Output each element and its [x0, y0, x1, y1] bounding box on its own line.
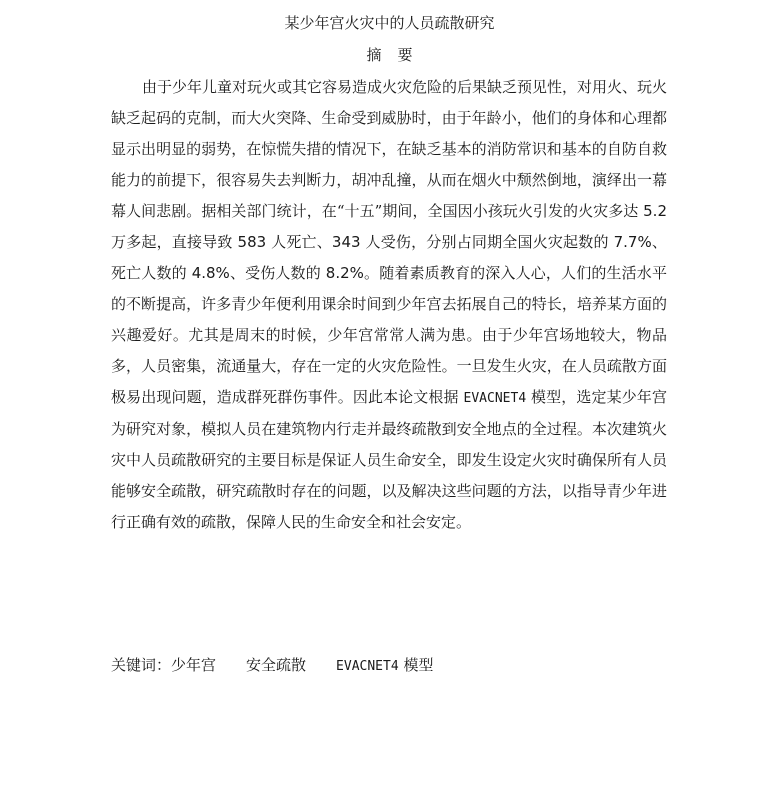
abstract-heading: 摘要	[366, 46, 429, 64]
keyword-item: 少年宫	[171, 656, 217, 674]
death-count-value: 583	[237, 233, 267, 251]
abstract-text-part: 万多起，直接导致	[111, 233, 233, 251]
model-name: EVACNET4	[463, 391, 527, 406]
abstract-text-part: 由于少年儿童对玩火或其它容易造成火灾危险的后果缺乏预见性，对用火、玩火缺乏起码的克制，而大火突降、生命受到威胁时，由于年龄小，他们的身体和心理都显示出明显的弱势，在惊慌失措的情况下，在缺乏基本的消防常识和基本的自防自救能力的前提下，很容易失去判断力，胡冲乱撞，从而在烟火中颓然倒地，演绎出一幕幕人间悲剧。据相关部门统计，在“十五”期间，全国因小孩玩火引发的火灾多达	[111, 78, 668, 220]
abstract-text-part: 、受伤人数的	[229, 264, 321, 282]
abstract-body	[111, 72, 667, 538]
fire-count-value: 5.2	[643, 202, 667, 220]
death-percentage-value: 4.8%	[191, 264, 230, 282]
keywords-line	[111, 654, 433, 678]
keyword-model-name: EVACNET4	[336, 659, 399, 674]
keyword-item: 安全疏散	[246, 656, 307, 674]
document-title: 某少年宫火灾中的人员疏散研究	[284, 14, 495, 32]
abstract-text-part: 、死亡人数的	[111, 233, 667, 282]
abstract-text-part: 人死亡、	[271, 233, 332, 251]
keyword-model-suffix: 模型	[403, 656, 434, 674]
injury-percentage-value: 8.2%	[325, 264, 364, 282]
injury-count-value: 343	[331, 233, 361, 251]
fire-percentage-value: 7.7%	[613, 233, 652, 251]
abstract-text-part: 模型，选定某少年宫为研究对象，模拟人员在建筑物内行走并最终疏散到安全地点的全过程。本次建筑火灾中人员疏散研究的主要目标是保证人员生命安全，即发生设定火灾时确保所有人员能够安全疏散，研究疏散时存在的问题，以及解决这些问题的方法，以指导青少年进行正确有效的疏散，保障人民的生命安全和社会安定。	[111, 388, 667, 531]
abstract-text-part: 人受伤，分别占同期全国火灾起数的	[365, 233, 609, 251]
abstract-text-part: 。随着素质教育的深入人心，人们的生活水平的不断提高，许多青少年便利用课余时间到少年宫去拓展自己的特长，培养某方面的兴趣爱好。尤其是周末的时候，少年宫常常人满为患。由于少年宫场地较大，物品多，人员密集，流通量大，存在一定的火灾危险性。一旦发生火灾，在人员疏散方面极易出现问题，造成群死群伤事件。因此本论文根据	[111, 264, 667, 406]
keywords-label: 关键词：	[111, 656, 172, 674]
